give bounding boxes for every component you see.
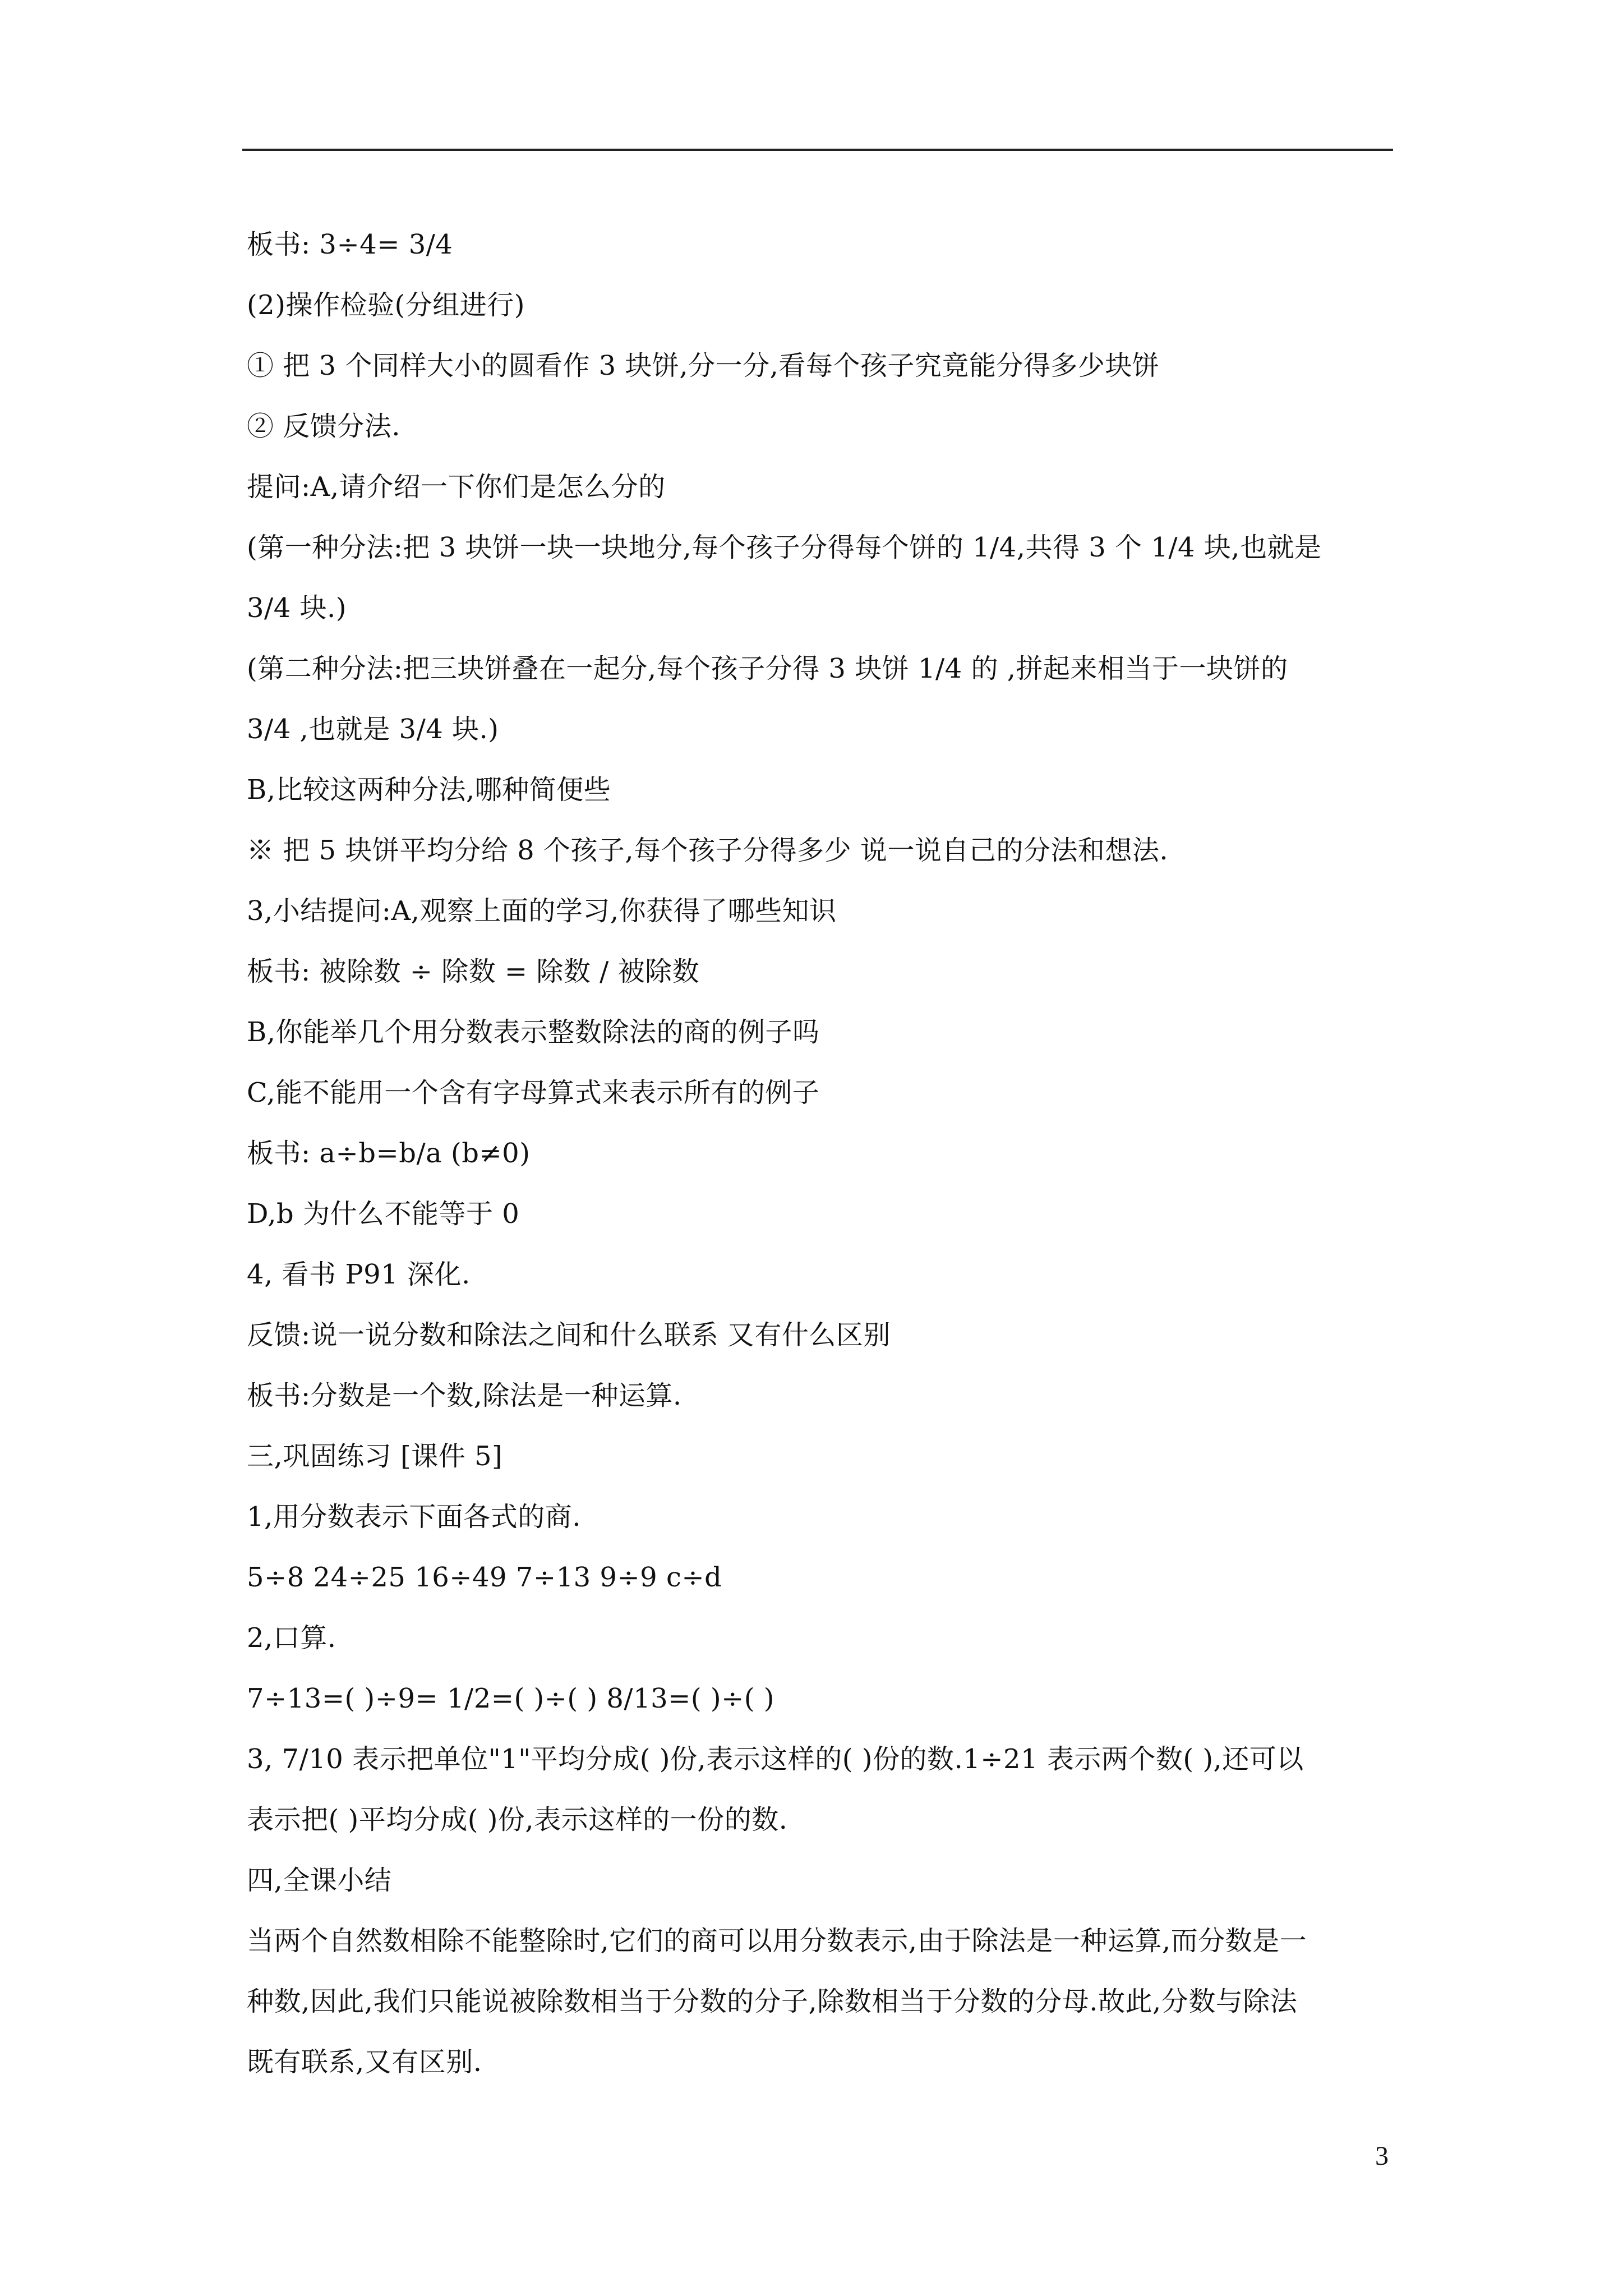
text-line: 3/4 块.): [247, 592, 347, 624]
text-line: 4, 看书 P91 深化.: [247, 1259, 471, 1290]
text-line: 种数,因此,我们只能说被除数相当于分数的分子,除数相当于分数的分母.故此,分数与除法: [247, 1986, 1298, 2017]
text-line: C,能不能用一个含有字母算式来表示所有的例子: [247, 1077, 820, 1108]
text-line: ① 把 3 个同样大小的圆看作 3 块饼,分一分,看每个孩子究竟能分得多少块饼: [247, 350, 1160, 381]
page-number: 3: [1375, 2141, 1389, 2171]
text-line: 当两个自然数相除不能整除时,它们的商可以用分数表示,由于除法是一种运算,而分数是一: [247, 1925, 1307, 1957]
document-body: [247, 214, 1391, 2092]
text-line: 提问:A,请介绍一下你们是怎么分的: [247, 471, 666, 503]
text-line: 3, 7/10 表示把单位"1"平均分成( )份,表示这样的( )份的数.1÷21 表示两个数( ),还可以: [247, 1743, 1304, 1775]
text-line: 反馈:说一说分数和除法之间和什么联系 又有什么区别: [247, 1319, 891, 1351]
text-line: (第二种分法:把三块饼叠在一起分,每个孩子分得 3 块饼 1/4 的 ,拼起来相当于一块饼的: [247, 653, 1288, 684]
text-line: ② 反馈分法.: [247, 411, 401, 442]
text-line: 表示把( )平均分成( )份,表示这样的一份的数.: [247, 1804, 788, 1835]
text-line: 2,口算.: [247, 1622, 336, 1654]
text-line: B,你能举几个用分数表示整数除法的商的例子吗: [247, 1016, 820, 1048]
text-line: B,比较这两种分法,哪种简便些: [247, 774, 611, 806]
header-rule: [242, 149, 1393, 151]
text-line: 板书: 被除数 ÷ 除数 = 除数 / 被除数: [247, 956, 700, 987]
text-line: 7÷13=( )÷9= 1/2=( )÷( ) 8/13=( )÷( ): [247, 1683, 775, 1714]
text-line: 板书: a÷b=b/a (b≠0): [247, 1138, 531, 1169]
text-line: 板书: 3÷4= 3/4: [247, 229, 453, 260]
text-line: D,b 为什么不能等于 0: [247, 1198, 520, 1230]
text-line: (2)操作检验(分组进行): [247, 289, 525, 321]
text-line: 四,全课小结: [247, 1865, 392, 1896]
text-line: (第一种分法:把 3 块饼一块一块地分,每个孩子分得每个饼的 1/4,共得 3 个 1/4 块,也就是: [247, 532, 1322, 563]
text-line: 三,巩固练习 [课件 5]: [247, 1441, 503, 1472]
text-line: ※ 把 5 块饼平均分给 8 个孩子,每个孩子分得多少 说一说自己的分法和想法.: [247, 835, 1169, 866]
text-line: 1,用分数表示下面各式的商.: [247, 1501, 582, 1533]
text-line: 3,小结提问:A,观察上面的学习,你获得了哪些知识: [247, 895, 837, 927]
text-line: 5÷8 24÷25 16÷49 7÷13 9÷9 c÷d: [247, 1562, 722, 1593]
text-line: 既有联系,又有区别.: [247, 2046, 482, 2078]
text-line: 3/4 ,也就是 3/4 块.): [247, 714, 499, 745]
text-line: 板书:分数是一个数,除法是一种运算.: [247, 1380, 682, 1411]
